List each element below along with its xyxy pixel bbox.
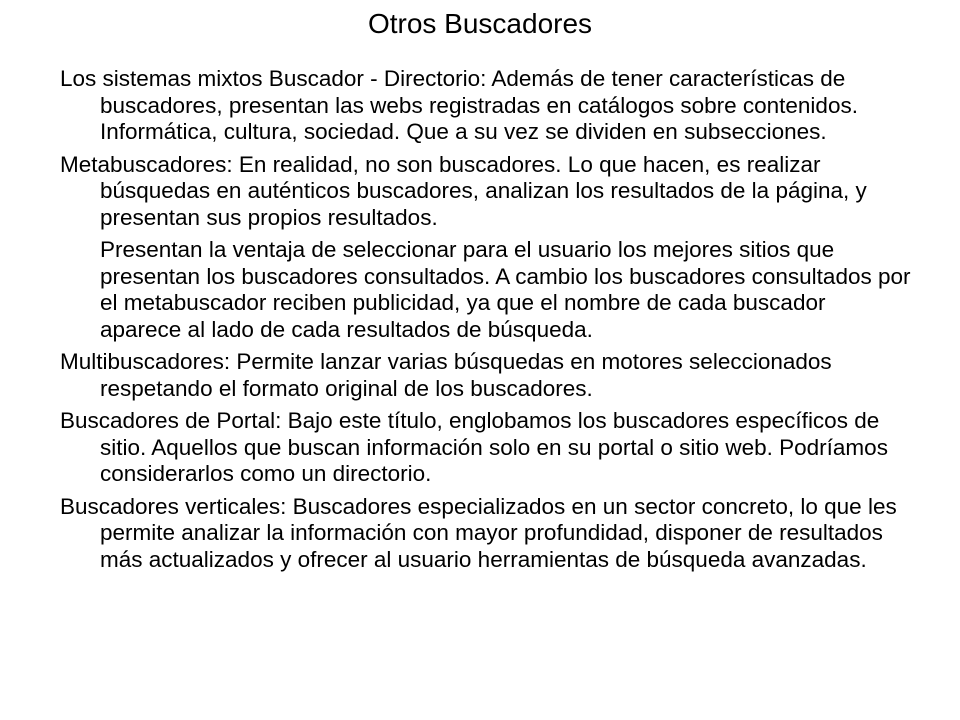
slide-title: Otros Buscadores: [367, 8, 593, 39]
paragraph-multibuscadores: Multibuscadores: Permite lanzar varias búsquedas en motores seleccionados respetando el formato original de los buscadores.: [60, 349, 832, 401]
slide-body: [60, 66, 912, 579]
paragraph-mixtos: Los sistemas mixtos Buscador - Directorio: Además de tener características de buscadores, presentan las webs registradas en catálogos sobre contenidos. Informática, cultura, sociedad. Que a su vez se dividen en subsecciones.: [60, 66, 858, 144]
paragraph-metabuscadores: Metabuscadores: En realidad, no son buscadores. Lo que hacen, es realizar búsquedas en auténticos buscadores, analizan los resultados de la página, y presentan sus propios resultados.: [60, 151, 867, 230]
paragraph-buscadores-verticales: Buscadores verticales: Buscadores especializados en un sector concreto, lo que les permite analizar la información con mayor profundidad, disponer de resultados más actualizados y ofrecer al usuario herramientas de búsqueda avanzadas.: [60, 493, 897, 572]
paragraph-metabuscadores-ventaja: Presentan la ventaja de seleccionar para el usuario los mejores sitios que presentan los buscadores consultados. A cambio los buscadores consultados por el metabuscador reciben publicidad, ya que el nombre de cada buscador aparece al lado de cada resultados de búsqueda.: [100, 237, 911, 342]
paragraph-buscadores-portal: Buscadores de Portal: Bajo este título, englobamos los buscadores específicos de sitio. Aquellos que buscan información solo en su portal o sitio web. Podríamos considerarlos como un directorio.: [60, 408, 888, 486]
